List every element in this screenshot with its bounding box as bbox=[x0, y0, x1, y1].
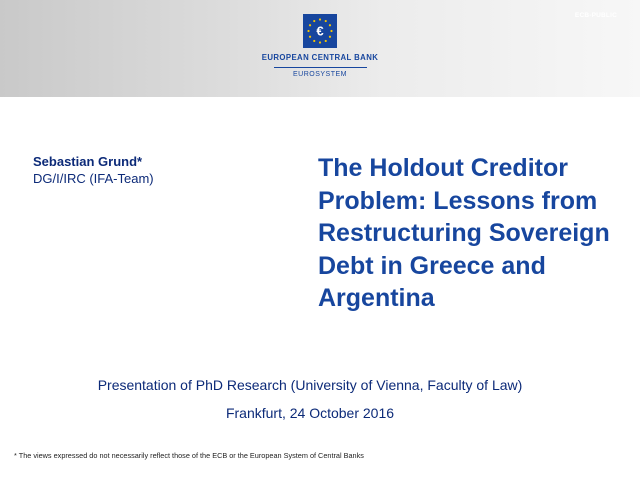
presentation-date: Frankfurt, 24 October 2016 bbox=[225, 405, 395, 421]
ecb-logo bbox=[250, 14, 390, 78]
presentation-subtitle: Presentation of PhD Research (University of Vienna, Faculty of Law) bbox=[97, 377, 523, 393]
logo-divider bbox=[274, 67, 367, 68]
presentation-title: The Holdout Creditor Problem: Lessons from Restructuring Sovereign Debt in Greece and Argentina bbox=[318, 154, 610, 312]
author-name: Sebastian Grund* bbox=[33, 154, 143, 169]
author-block bbox=[33, 154, 154, 187]
bank-name: EUROPEAN CENTRAL BANK bbox=[261, 53, 379, 62]
ecb-euro-logo-icon bbox=[303, 14, 337, 48]
disclaimer-footnote: * The views expressed do not necessarily reflect those of the ECB or the European System of Central Banks bbox=[14, 451, 364, 460]
eurosystem-label: EUROSYSTEM bbox=[292, 71, 347, 78]
classification-label: ECB-PUBLIC bbox=[574, 12, 617, 19]
author-department: DG/I/IRC (IFA-Team) bbox=[33, 171, 154, 186]
euro-symbol: € bbox=[316, 23, 324, 39]
header-banner bbox=[0, 0, 640, 97]
